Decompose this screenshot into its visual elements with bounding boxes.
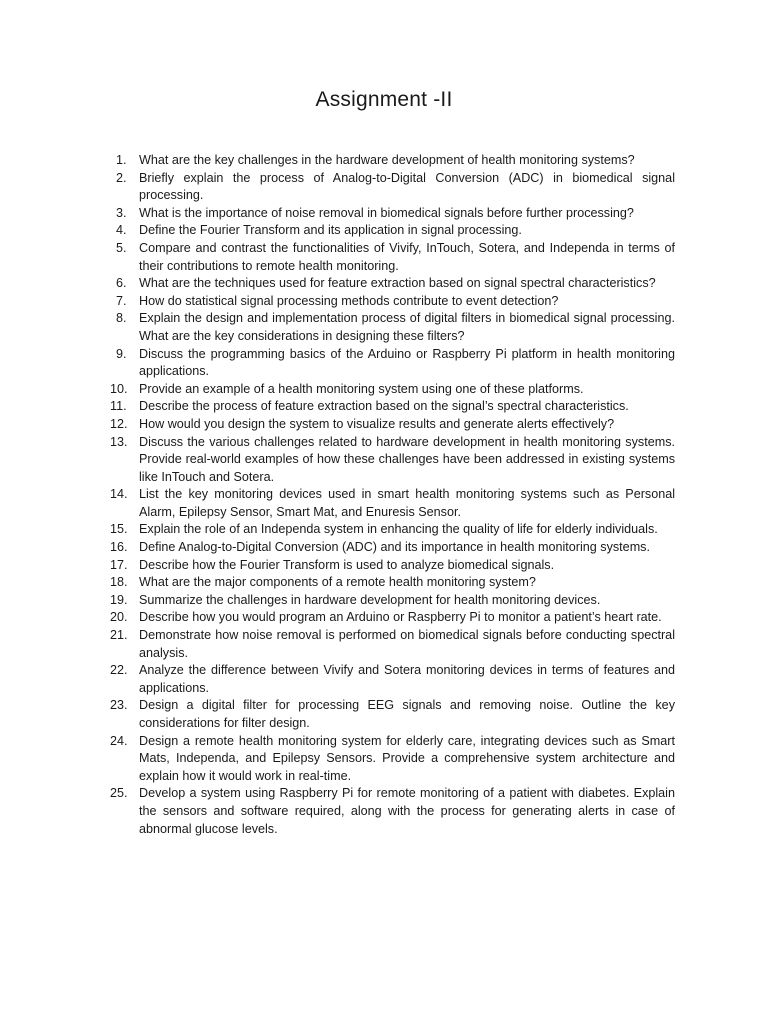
question-text: How do statistical signal processing methods contribute to event detection? bbox=[139, 293, 559, 308]
question-text: Develop a system using Raspberry Pi for remote monitoring of a patient with diabetes. Explain the sensors and software required, along with the process for generating alerts in case of abnormal glucose levels. bbox=[139, 786, 675, 836]
question-number: 24. bbox=[110, 733, 128, 748]
question-text: What are the major components of a remote health monitoring system? bbox=[139, 575, 536, 590]
question-item bbox=[110, 662, 675, 697]
question-number: 17. bbox=[110, 557, 128, 572]
question-item bbox=[110, 275, 675, 293]
question-text: Briefly explain the process of Analog-to-Digital Conversion (ADC) in biomedical signal processing. bbox=[139, 170, 675, 203]
question-item bbox=[110, 205, 675, 223]
question-item bbox=[110, 521, 675, 539]
question-item bbox=[110, 627, 675, 662]
question-number: 10. bbox=[110, 381, 128, 396]
question-item bbox=[110, 697, 675, 732]
question-number: 23. bbox=[110, 698, 128, 713]
question-number: 22. bbox=[110, 663, 128, 678]
question-number: 7. bbox=[116, 293, 127, 308]
question-list bbox=[110, 152, 675, 838]
question-text: Summarize the challenges in hardware development for health monitoring devices. bbox=[139, 592, 601, 607]
question-item bbox=[110, 222, 675, 240]
question-text: Design a remote health monitoring system for elderly care, integrating devices such as Smart Mats, Independa, and Epilepsy Sensors. Provide a comprehensive system architecture and explain how it would work in real-time. bbox=[139, 733, 675, 783]
question-item bbox=[110, 416, 675, 434]
question-number: 19. bbox=[110, 592, 128, 607]
question-item bbox=[110, 310, 675, 345]
question-item bbox=[110, 381, 675, 399]
question-text: Analyze the difference between Vivify and Sotera monitoring devices in terms of features and applications. bbox=[139, 663, 675, 695]
question-text: Provide an example of a health monitoring system using one of these platforms. bbox=[139, 381, 584, 396]
question-item bbox=[110, 557, 675, 575]
question-number: 2. bbox=[116, 170, 127, 185]
question-item bbox=[110, 346, 675, 381]
question-text: Describe how the Fourier Transform is used to analyze biomedical signals. bbox=[139, 557, 555, 572]
question-number: 1. bbox=[116, 153, 127, 167]
question-number: 6. bbox=[116, 276, 127, 291]
question-item bbox=[110, 785, 675, 838]
question-text: What are the key challenges in the hardware development of health monitoring systems? bbox=[139, 153, 635, 167]
question-number: 3. bbox=[116, 205, 127, 220]
question-number: 14. bbox=[110, 487, 128, 502]
question-number: 5. bbox=[116, 240, 127, 255]
question-item bbox=[110, 592, 675, 610]
question-item bbox=[110, 574, 675, 592]
question-item bbox=[110, 293, 675, 311]
question-text: Explain the role of an Independa system in enhancing the quality of life for elderly individuals. bbox=[139, 522, 658, 537]
question-item bbox=[110, 434, 675, 487]
question-item bbox=[110, 152, 675, 170]
question-text: Design a digital filter for processing EEG signals and removing noise. Outline the key considerations for filter design. bbox=[139, 698, 675, 730]
question-number: 11. bbox=[110, 399, 127, 414]
page-title: Assignment -II bbox=[315, 88, 453, 111]
question-item bbox=[110, 733, 675, 786]
question-text: Compare and contrast the functionalities of Vivify, InTouch, Sotera, and Independa in terms of their contributions to remote health monitoring. bbox=[139, 240, 675, 273]
question-text: Demonstrate how noise removal is performed on biomedical signals before conducting spectral analysis. bbox=[139, 628, 675, 660]
question-text: How would you design the system to visualize results and generate alerts effectively? bbox=[139, 416, 615, 431]
question-text: Discuss the various challenges related to hardware development in health monitoring systems. Provide real-world examples of how these challenges have been addressed in existing systems like InTouch and Sotera. bbox=[139, 434, 675, 484]
question-number: 15. bbox=[110, 522, 128, 537]
question-number: 9. bbox=[116, 346, 127, 361]
question-text: Describe how you would program an Arduino or Raspberry Pi to monitor a patient’s heart rate. bbox=[139, 610, 662, 625]
question-text: Explain the design and implementation process of digital filters in biomedical signal processing. What are the key considerations in designing these filters? bbox=[139, 311, 675, 343]
question-item bbox=[110, 170, 675, 205]
question-number: 25. bbox=[110, 786, 128, 801]
question-text: What is the importance of noise removal in biomedical signals before further processing? bbox=[139, 205, 634, 220]
question-item bbox=[110, 398, 675, 416]
question-text: List the key monitoring devices used in smart health monitoring systems such as Personal Alarm, Epilepsy Sensor, Smart Mat, and Enuresis Sensor. bbox=[139, 487, 675, 519]
question-item bbox=[110, 539, 675, 557]
question-text: Define the Fourier Transform and its application in signal processing. bbox=[139, 223, 522, 238]
question-number: 21. bbox=[110, 628, 128, 643]
question-item bbox=[110, 486, 675, 521]
question-number: 12. bbox=[110, 416, 128, 431]
question-number: 13. bbox=[110, 434, 128, 449]
question-item bbox=[110, 609, 675, 627]
question-number: 8. bbox=[116, 311, 127, 326]
question-number: 20. bbox=[110, 610, 128, 625]
question-text: Describe the process of feature extraction based on the signal’s spectral characteristics. bbox=[139, 399, 629, 414]
question-number: 4. bbox=[116, 223, 127, 238]
question-number: 18. bbox=[110, 575, 128, 590]
question-text: Discuss the programming basics of the Arduino or Raspberry Pi platform in health monitoring applications. bbox=[139, 346, 675, 379]
question-item bbox=[110, 240, 675, 275]
question-text: What are the techniques used for feature extraction based on signal spectral characteristics? bbox=[139, 276, 656, 291]
question-text: Define Analog-to-Digital Conversion (ADC) and its importance in health monitoring systems. bbox=[139, 540, 650, 555]
question-number: 16. bbox=[110, 540, 128, 555]
